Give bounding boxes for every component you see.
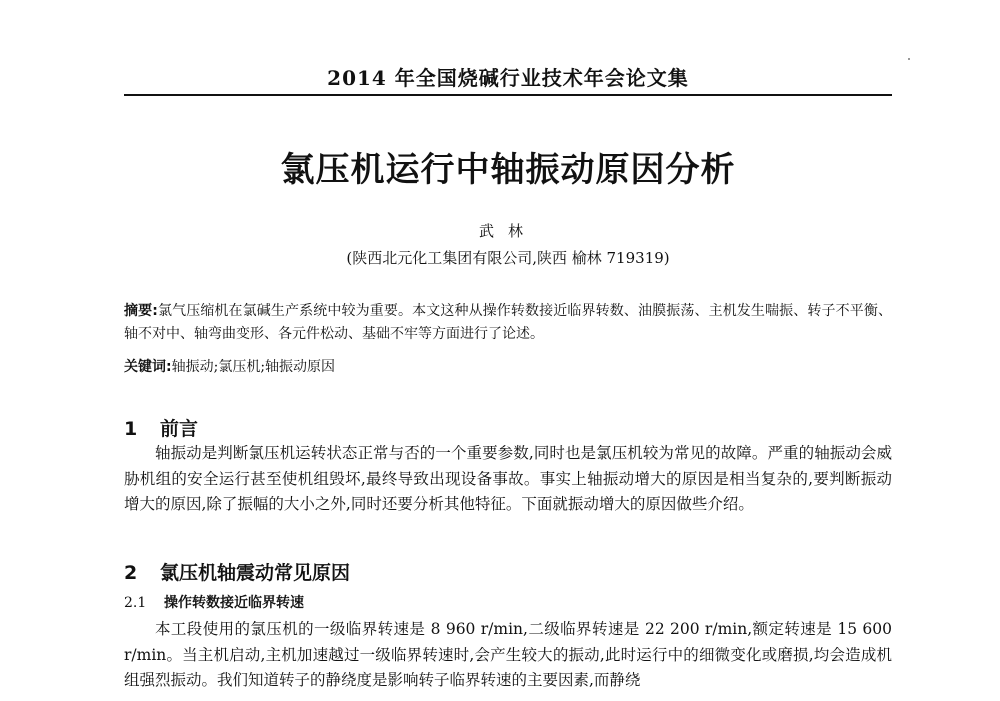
keywords-text: 轴振动;氯压机;轴振动原因	[171, 359, 336, 375]
abstract-label: 摘要:	[124, 303, 158, 319]
subsection-number: 2.1	[124, 595, 147, 611]
keywords-label: 关键词:	[124, 359, 172, 375]
abstract	[124, 300, 892, 346]
header-rule	[124, 94, 892, 96]
subsection-heading-2-1	[124, 592, 892, 612]
keywords	[124, 356, 892, 376]
scan-speck	[908, 58, 910, 60]
subsection-2-1-paragraph: 本工段使用的氯压机的一级临界转速是 8 960 r/min,二级临界转速是 22 200 r/min,额定转速是 15 600 r/min。当主机启动,主机加速越过一级临界转速时,会产生较大的振动,此时运行中的细微变化或磨损,均会造成机组强烈振动。我们知道转子的静绕度是影响转子临界转速的主要因素,而静绕	[124, 620, 892, 689]
section-heading-1	[124, 414, 892, 441]
author-name: 武林	[478, 222, 537, 240]
running-head: 2014 年全国烧碱行业技术年会论文集	[327, 66, 689, 90]
section-number: 1	[124, 418, 138, 440]
abstract-text: 氯气压缩机在氯碱生产系统中较为重要。本文这种从操作转数接近临界转数、油膜振荡、主机发生喘振、转子不平衡、轴不对中、轴弯曲变形、各元件松动、基础不牢等方面进行了论述。	[124, 303, 892, 342]
section-1-paragraph: 轴振动是判断氯压机运转状态正常与否的一个重要参数,同时也是氯压机较为常见的故障。严重的轴振动会威胁机组的安全运行甚至使机组毁坏,最终导致出现设备事故。事实上轴振动增大的原因是相当复杂的,要判断振动增大的原因,除了振幅的大小之外,同时还要分析其他特征。下面就振动增大的原因做些介绍。	[124, 444, 892, 513]
section-title: 氯压机轴震动常见原因	[160, 562, 351, 584]
section-number: 2	[124, 562, 138, 584]
section-heading-2	[124, 558, 892, 585]
section-title: 前言	[160, 418, 199, 440]
paper-title: 氯压机运行中轴振动原因分析	[280, 150, 736, 190]
author-affiliation: (陕西北元化工集团有限公司,陕西 榆林 719319)	[346, 249, 670, 267]
subsection-title: 操作转数接近临界转速	[164, 595, 304, 611]
